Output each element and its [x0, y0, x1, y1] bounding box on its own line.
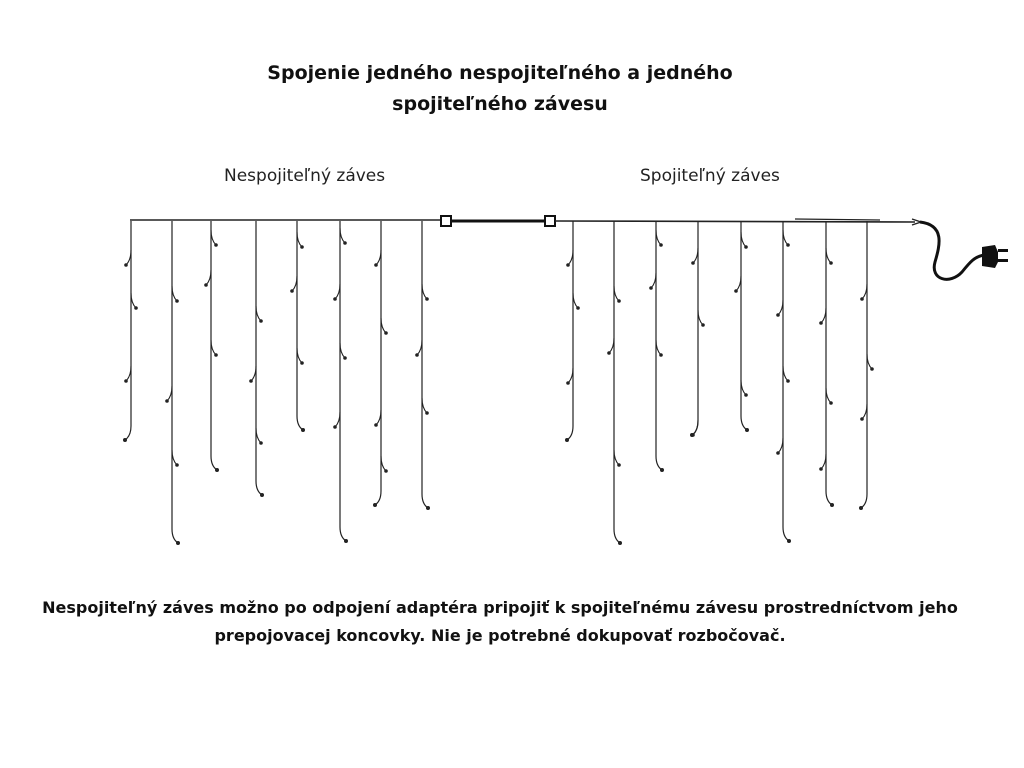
right-curtain-strands	[565, 221, 874, 545]
left-curtain-strands	[123, 221, 430, 545]
left-strand	[165, 221, 180, 545]
power-cable	[920, 222, 985, 279]
left-strand	[123, 221, 138, 442]
description-line-1: Nespojiteľný záves možno po odpojení adaptéra pripojiť k spojiteľnému závesu prostredníctvom jeho	[42, 598, 958, 617]
right-strand	[565, 221, 580, 442]
right-strand	[859, 221, 874, 510]
left-strand	[249, 221, 264, 497]
description-line-2: prepojovacej koncovky. Nie je potrebné dokupovať rozbočovač.	[214, 626, 786, 645]
connector-icon	[545, 216, 555, 226]
title-line-2: spojiteľného závesu	[392, 93, 608, 115]
left-strand	[290, 221, 305, 432]
plug-icon	[982, 245, 1008, 268]
connector-icon	[441, 216, 451, 226]
right-strand	[690, 221, 705, 437]
left-strand	[204, 221, 219, 472]
left-strand	[415, 221, 430, 510]
left-strand	[333, 221, 348, 543]
title-line-1: Spojenie jedného nespojiteľného a jedného	[267, 62, 733, 84]
right-curtain-power-lead	[795, 219, 880, 220]
description	[0, 594, 1000, 650]
right-strand	[776, 221, 791, 543]
right-strand	[819, 221, 834, 507]
right-strand	[607, 221, 622, 545]
left-strand	[373, 221, 388, 507]
label-non-connectable-curtain: Nespojiteľný záves	[224, 166, 386, 186]
label-connectable-curtain: Spojiteľný záves	[640, 166, 780, 186]
right-curtain-main-wire	[555, 221, 915, 222]
right-strand	[734, 221, 749, 432]
right-strand	[649, 221, 664, 472]
